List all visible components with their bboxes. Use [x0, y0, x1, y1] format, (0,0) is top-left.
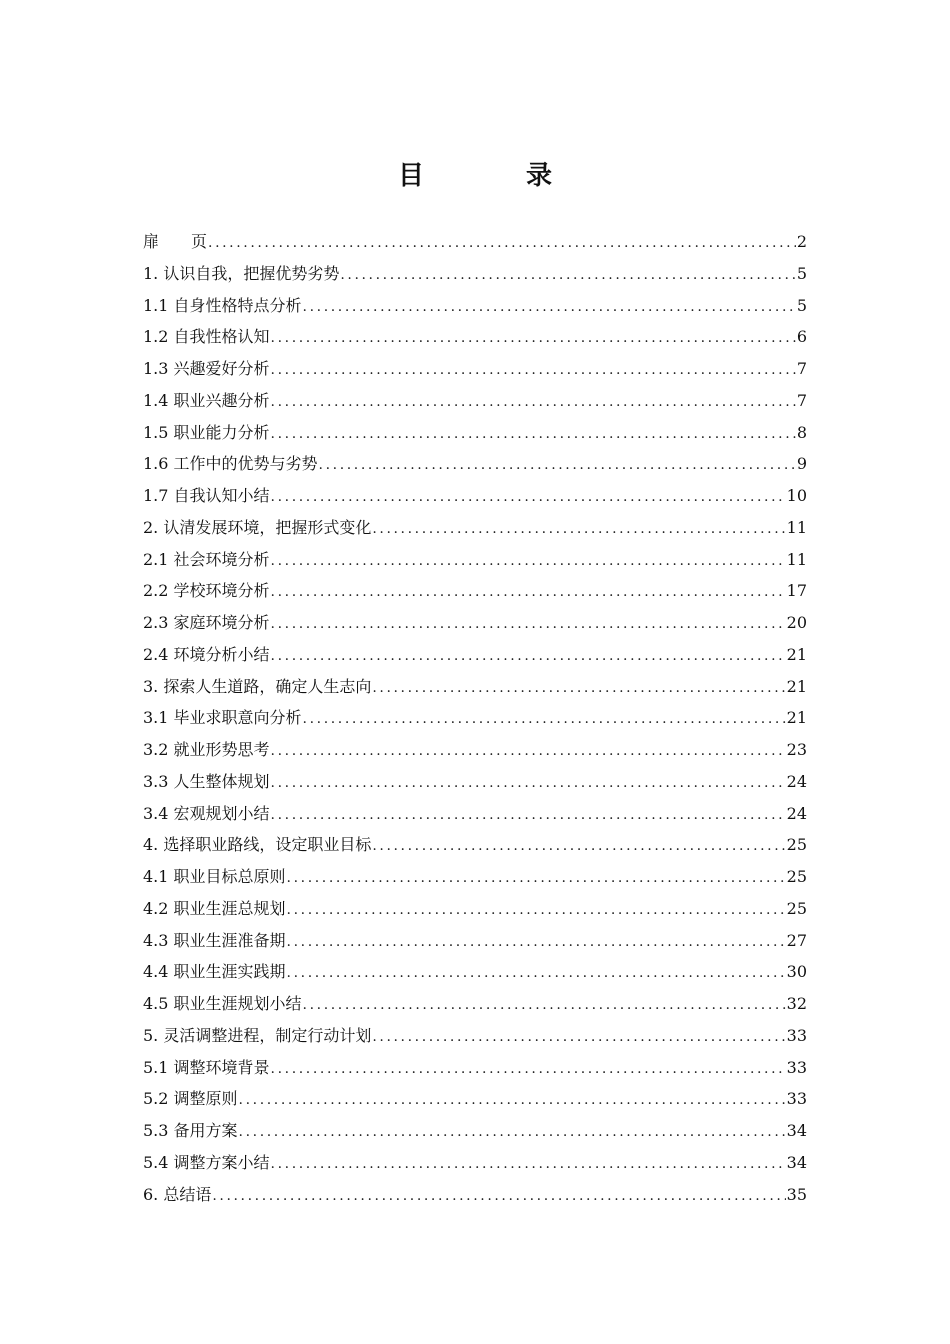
toc-entry-page-number: 23: [786, 740, 807, 759]
toc-entry[interactable]: [143, 417, 807, 449]
toc-entry-page-number: 6: [796, 327, 807, 347]
toc-entry-label: 3.1 毕业求职意向分析: [143, 708, 302, 728]
toc-entry-page-number: 33: [786, 1057, 807, 1077]
toc-leader-dots: [372, 1022, 785, 1052]
toc-list: [143, 226, 807, 1210]
toc-entry[interactable]: [143, 766, 807, 798]
toc-leader-dots: [271, 546, 786, 576]
toc-entry-label: 5.2 调整原则: [143, 1089, 238, 1109]
toc-entry-label: 4.4 职业生涯实践期: [143, 962, 286, 982]
toc-entry-label: 2. 认清发展环境，把握形式变化: [143, 517, 372, 537]
toc-leader-dots: [271, 355, 796, 385]
toc-entry[interactable]: [143, 448, 807, 480]
toc-leader-dots: [271, 577, 786, 607]
toc-entry[interactable]: [143, 1147, 807, 1179]
toc-entry-label: 3.3 人生整体规划: [143, 771, 270, 791]
toc-entry-label: 1.6 工作中的优势与劣势: [143, 454, 318, 474]
toc-entry-label: 4. 选择职业路线，设定职业目标: [143, 835, 372, 855]
toc-entry[interactable]: [143, 226, 807, 258]
toc-leader-dots: [271, 1149, 786, 1179]
toc-entry-label: 4.2 职业生涯总规划: [143, 898, 286, 918]
toc-entry-label: 5. 灵活调整进程，制定行动计划: [143, 1025, 372, 1045]
toc-entry-page-number: 35: [786, 1184, 807, 1204]
toc-leader-dots: [271, 800, 786, 830]
toc-leader-dots: [208, 228, 796, 258]
toc-entry-page-number: 33: [786, 1089, 807, 1109]
toc-entry-page-number: 7: [796, 359, 807, 378]
toc-entry-page-number: 32: [786, 994, 807, 1013]
toc-entry[interactable]: [143, 1020, 807, 1052]
toc-entry-label: 1.4 职业兴趣分析: [143, 390, 270, 410]
toc-entry-page-number: 5: [796, 295, 807, 315]
toc-entry[interactable]: [143, 798, 807, 830]
toc-leader-dots: [287, 863, 786, 893]
toc-entry[interactable]: [143, 1083, 807, 1115]
toc-entry-page-number: 24: [786, 803, 807, 823]
toc-entry-label: 2.1 社会环境分析: [143, 549, 270, 569]
toc-leader-dots: [271, 609, 786, 639]
toc-leader-dots: [287, 927, 786, 957]
toc-entry[interactable]: [143, 734, 807, 766]
toc-entry[interactable]: [143, 575, 807, 607]
toc-entry-label: 1.7 自我认知小结: [143, 486, 270, 505]
toc-entry-label: 2.4 环境分析小结: [143, 644, 270, 664]
toc-entry[interactable]: [143, 353, 807, 385]
toc-entry-label: 1.2 自我性格认知: [143, 327, 270, 347]
toc-entry[interactable]: [143, 893, 807, 925]
toc-entry-page-number: 21: [786, 708, 807, 728]
toc-entry-page-number: 2: [796, 232, 807, 251]
toc-entry[interactable]: [143, 671, 807, 703]
toc-leader-dots: [271, 419, 796, 449]
toc-entry-label: 4.1 职业目标总原则: [143, 867, 286, 886]
toc-leader-dots: [372, 514, 785, 544]
toc-entry[interactable]: [143, 544, 807, 576]
toc-entry-label: 6. 总结语: [143, 1184, 212, 1204]
toc-entry[interactable]: [143, 290, 807, 322]
toc-entry-page-number: 25: [786, 867, 807, 886]
toc-entry-page-number: 25: [786, 898, 807, 918]
toc-leader-dots: [271, 482, 786, 512]
toc-entry[interactable]: [143, 702, 807, 734]
toc-leader-dots: [287, 895, 786, 925]
toc-entry-page-number: 21: [786, 644, 807, 664]
toc-entry-label: 1. 认识自我，把握优势劣势: [143, 263, 340, 283]
toc-entry-page-number: 9: [796, 454, 807, 474]
toc-leader-dots: [271, 387, 796, 417]
toc-entry-label: 3.2 就业形势思考: [143, 740, 270, 759]
toc-leader-dots: [271, 1054, 786, 1084]
toc-entry-page-number: 20: [786, 613, 807, 632]
toc-entry[interactable]: [143, 861, 807, 893]
toc-leader-dots: [271, 641, 786, 671]
toc-entry[interactable]: [143, 385, 807, 417]
toc-entry-label: 4.3 职业生涯准备期: [143, 930, 286, 950]
toc-entry-page-number: 34: [786, 1121, 807, 1140]
toc-leader-dots: [319, 450, 796, 480]
toc-entry-label: 4.5 职业生涯规划小结: [143, 994, 302, 1013]
toc-entry[interactable]: [143, 1179, 807, 1211]
toc-leader-dots: [212, 1181, 785, 1211]
toc-entry-label: 5.4 调整方案小结: [143, 1152, 270, 1172]
toc-leader-dots: [303, 704, 786, 734]
toc-entry[interactable]: [143, 1115, 807, 1147]
toc-entry-page-number: 10: [786, 486, 807, 505]
toc-entry-page-number: 7: [796, 390, 807, 410]
toc-leader-dots: [303, 990, 786, 1020]
toc-leader-dots: [239, 1085, 786, 1115]
toc-entry[interactable]: [143, 988, 807, 1020]
toc-entry-page-number: 11: [786, 517, 807, 537]
toc-leader-dots: [340, 260, 795, 290]
toc-entry-page-number: 17: [786, 581, 807, 601]
toc-leader-dots: [303, 292, 796, 322]
toc-entry-page-number: 24: [786, 771, 807, 791]
toc-entry-page-number: 33: [786, 1025, 807, 1045]
toc-entry[interactable]: [143, 607, 807, 639]
toc-leader-dots: [271, 323, 796, 353]
toc-entry-page-number: 11: [786, 549, 807, 569]
toc-entry-page-number: 21: [786, 676, 807, 696]
toc-entry-page-number: 34: [786, 1152, 807, 1172]
toc-leader-dots: [372, 673, 785, 703]
toc-entry[interactable]: [143, 956, 807, 988]
toc-leader-dots: [271, 768, 786, 798]
toc-entry-label: 5.3 备用方案: [143, 1121, 238, 1140]
toc-entry[interactable]: [143, 639, 807, 671]
toc-entry-page-number: 5: [796, 263, 807, 283]
toc-entry-label: 5.1 调整环境背景: [143, 1057, 270, 1077]
toc-entry-page-number: 25: [786, 835, 807, 855]
toc-entry-label: 3.4 宏观规划小结: [143, 803, 270, 823]
toc-entry-label: 2.3 家庭环境分析: [143, 613, 270, 632]
toc-entry[interactable]: [143, 321, 807, 353]
toc-entry-label: 扉 页: [143, 232, 208, 251]
toc-entry-label: 1.1 自身性格特点分析: [143, 295, 302, 315]
toc-entry-label: 1.5 职业能力分析: [143, 422, 270, 442]
toc-leader-dots: [287, 958, 786, 988]
toc-entry[interactable]: [143, 1052, 807, 1084]
toc-entry-label: 2.2 学校环境分析: [143, 581, 270, 601]
toc-leader-dots: [239, 1117, 786, 1147]
toc-entry-label: 1.3 兴趣爱好分析: [143, 359, 270, 378]
toc-entry-page-number: 8: [796, 422, 807, 442]
toc-entry[interactable]: [143, 829, 807, 861]
toc-entry[interactable]: [143, 512, 807, 544]
toc-entry[interactable]: [143, 480, 807, 512]
toc-leader-dots: [271, 736, 786, 766]
toc-entry-page-number: 30: [786, 962, 807, 982]
toc-entry[interactable]: [143, 925, 807, 957]
toc-entry-page-number: 27: [786, 930, 807, 950]
toc-entry-label: 3. 探索人生道路，确定人生志向: [143, 676, 372, 696]
toc-leader-dots: [372, 831, 785, 861]
toc-entry[interactable]: [143, 258, 807, 290]
toc-title: 目 录: [397, 161, 590, 191]
